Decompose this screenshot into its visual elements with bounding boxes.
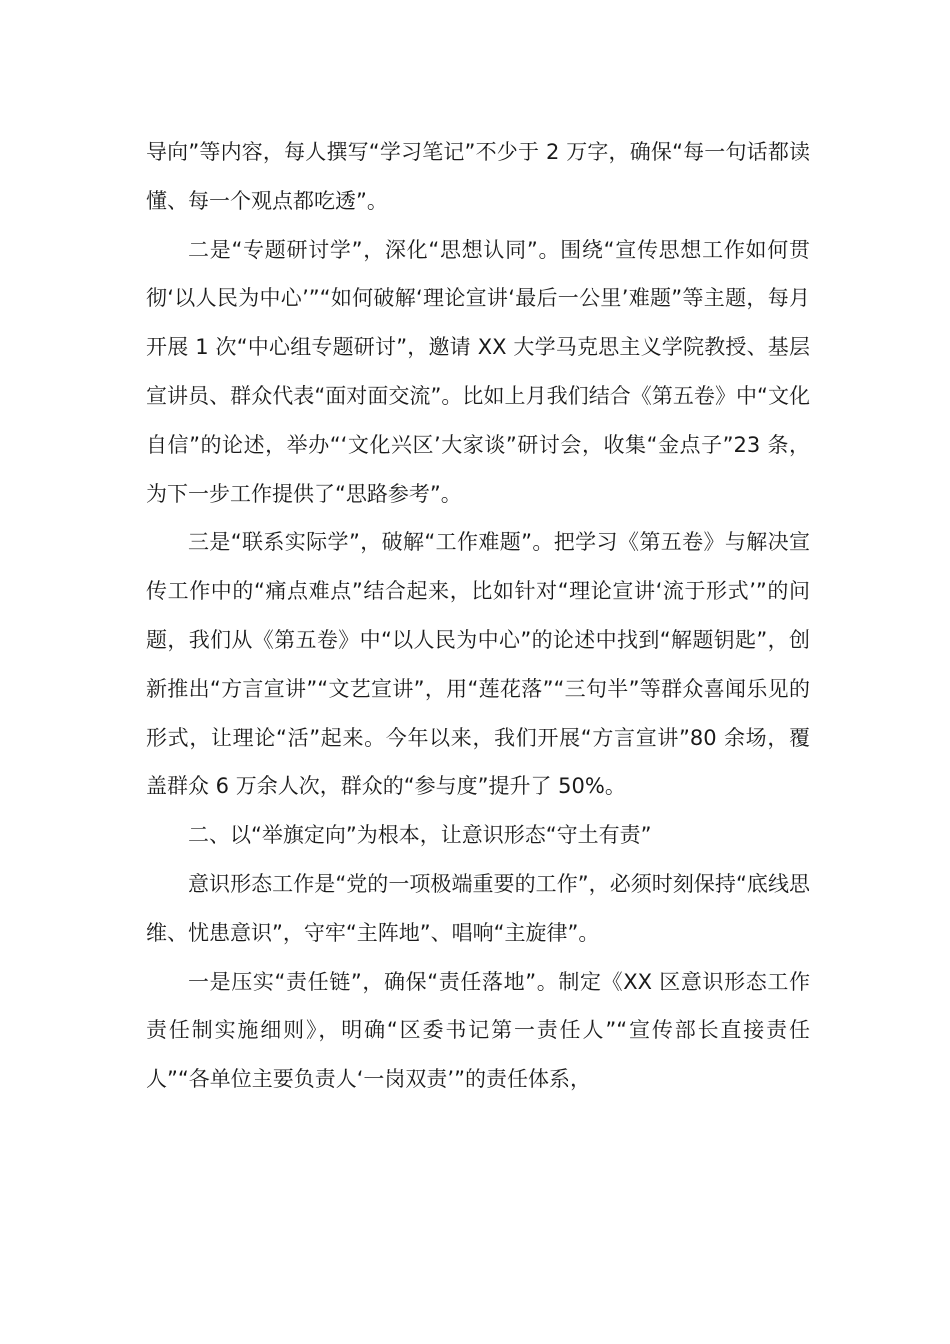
- paragraph-continuation: 导向”等内容，每人撰写“学习笔记”不少于 2 万字，确保“每一句话都读懂、每一个观点都吃透”。: [146, 140, 810, 213]
- paragraph-responsibility: 一是压实“责任链”，确保“责任落地”。制定《XX 区意识形态工作责任制实施细则》，明确“区委书记第一责任人”“宣传部长直接责任人”“各单位主要负责人‘一岗双责’”的责任体系，: [146, 969, 810, 1092]
- paragraph-practical-study: 三是“联系实际学”，破解“工作难题”。把学习《第五卷》与解决宣传工作中的“痛点难点”结合起来，比如针对“理论宣讲‘流于形式’”的问题，我们从《第五卷》中“以人民为中心”的论述中找到“解题钥匙”，创新推出“方言宣讲”“文艺宣讲”，用“莲花落”“三句半”等群众喜闻乐见的形式，让理论“活”起来。今年以来，我们开展“方言宣讲”80 余场，覆盖群众 6 万余人次，群众的“参与度”提升了 50%。: [146, 530, 810, 799]
- paragraph-ideology-intro: 意识形态工作是“党的一项极端重要的工作”，必须时刻保持“底线思维、忧患意识”，守牢“主阵地”、唱响“主旋律”。: [146, 871, 810, 945]
- paragraph-topic-study: 二是“专题研讨学”，深化“思想认同”。围绕“宣传思想工作如何贯彻‘以人民为中心’”“如何破解‘理论宣讲‘最后一公里’难题”等主题，每月开展 1 次“中心组专题研讨”，邀请 XX 大学马克思主义学院教授、基层宣讲员、群众代表“面对面交流”。比如上月我们结合《第五卷》中“文化自信”的论述，举办“‘文化兴区’大家谈”研讨会，收集“金点子”23 条，为下一步工作提供了“思路参考”。: [146, 237, 810, 506]
- section-heading: 二、以“举旗定向”为根本，让意识形态“守土有责”: [188, 823, 652, 848]
- document-body: [146, 128, 810, 1104]
